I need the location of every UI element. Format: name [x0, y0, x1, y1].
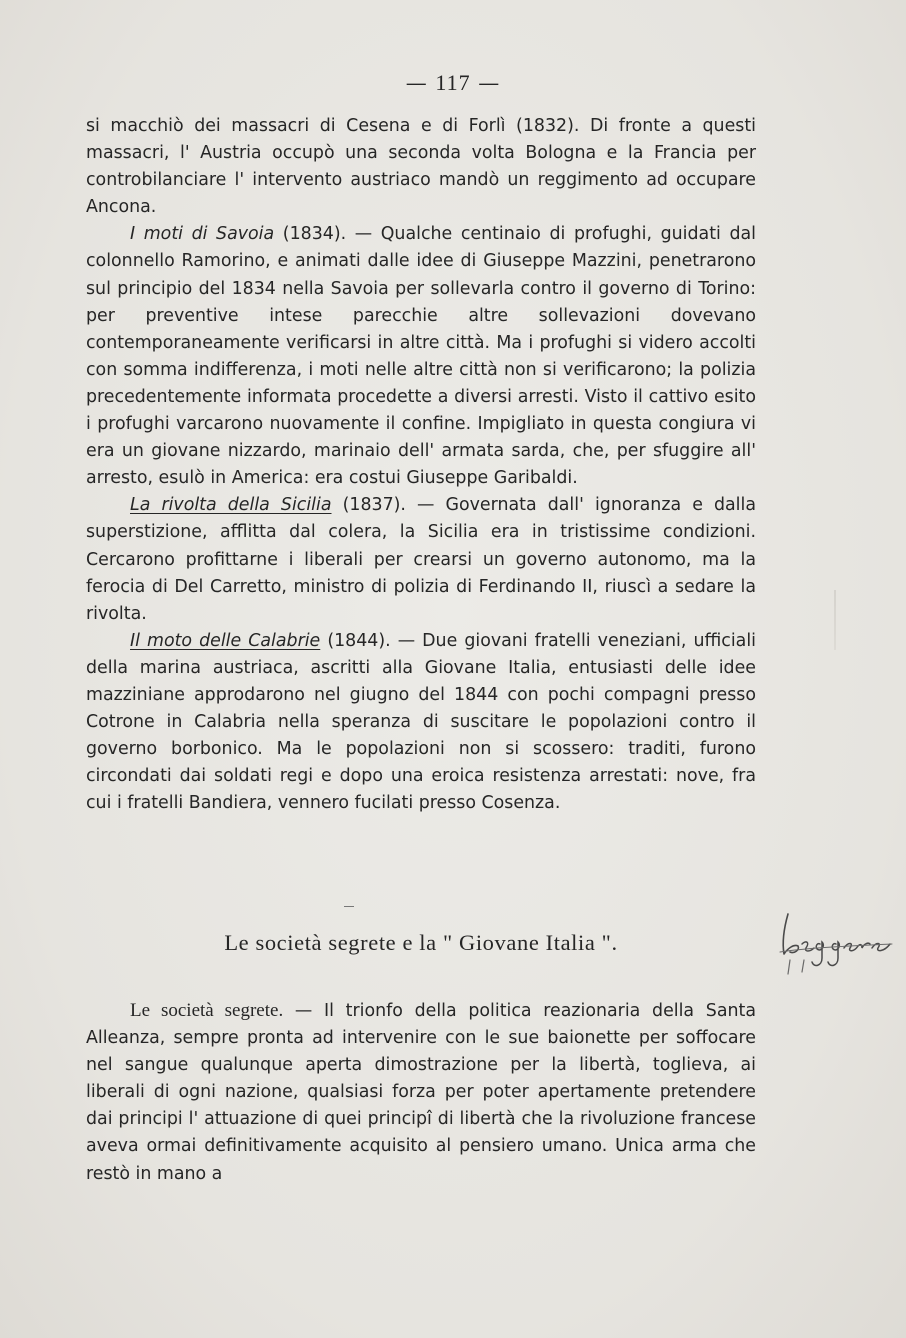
handwriting-leggere-icon [776, 908, 896, 978]
chapter-heading: Le società segrete e la " Giovane Italia ". [224, 930, 618, 955]
page-number-header [0, 70, 906, 96]
paper-mark [834, 590, 836, 650]
handwritten-margin-note [776, 908, 896, 978]
paragraph-savoia-text: (1834). — Qualche centinaio di profughi, guidati dal colonnello Ramorino, e animati dalle idee di Giuseppe Mazzini, penetrarono sul principio del 1834 nella Savoia per sollevarla contro il governo di Torino: per preventive intese parecchie altre sollevazioni dovevano contemporaneamente verificarsi in altre città. Ma i profughi si videro accolti con somma indifferenza, i moti nelle altre città non si verificarono; la polizia precedentemente informata procedette a diversi arresti. Visto il cattivo esito i profughi varcarono nuovamente il confine. Impigliato in questa congiura vi era un giovane nizzardo, marinaio dell' armata sarda, che, per sfuggire all' arresto, esulò in America: era costui Giuseppe Garibaldi. [86, 224, 756, 489]
section-divider [344, 906, 354, 907]
paragraph-calabrie [86, 628, 756, 818]
subheading-moti-savoia: I moti di Savoia [130, 224, 275, 245]
paragraph-societa-segrete [86, 997, 756, 1188]
folio-dash-left: — [405, 71, 428, 95]
paragraph-sicilia-text: (1837). — Governata dall' ignoranza e dalla superstizione, afflitta dal colera, la Sicilia era in tristissime condizioni. Cercarono profittarne i liberali per crearsi un governo autonomo, ma la ferocia di Del Carretto, ministro di polizia di Ferdinando II, riuscì a sedare la rivolta. [86, 495, 756, 624]
folio-dash-right: — [478, 71, 501, 95]
paragraph-massacres: si macchiò dei massacri di Cesena e di Forlì (1832). Di fronte a questi massacri, l' Austria occupò una seconda volta Bologna e la Francia per controbilanciare l' intervento austriaco mandò un reggimento ad occupare Ancona. [86, 116, 756, 218]
paragraph-calabrie-text: (1844). — Due giovani fratelli veneziani, ufficiali della marina austriaca, ascritti alla Giovane Italia, entusiasti delle idee mazziniane approdarono nel giugno del 1844 con pochi compagni presso Cotrone in Calabria nella speranza di suscitare le popolazioni contro il governo borbonico. Ma le popolazioni non si scossero: traditi, furono circondati dai soldati regi e dopo una eroica resistenza arrestati: nove, fra cui i fratelli Bandiera, vennero fucilati presso Cosenza. [86, 630, 756, 814]
subheading-moto-calabrie: Il moto delle Calabrie [130, 630, 321, 651]
paragraph-societa-segrete-text: — Il trionfo della politica reazionaria della Santa Alleanza, sempre pronta ad intervenire con le sue baionette per soffocare nel sangue qualunque aperta dimostrazione per la libertà, toglieva, ai liberali di ogni nazione, qualsiasi forza per poter apertamente pretendere dai principi l' attuazione di quei principî di libertà che la rivoluzione francese aveva ormai definitivamente acquisito al pensiero umano. Unica arma che restò in mano a [86, 1001, 756, 1184]
subheading-societa-segrete: Le società segrete. [130, 1000, 284, 1021]
paragraph-savoia [86, 221, 756, 492]
paragraph-sicilia [86, 492, 756, 627]
section-secret-societies [86, 997, 756, 1188]
section-uprisings [86, 113, 756, 817]
subheading-rivolta-sicilia: La rivolta della Sicilia [130, 495, 332, 516]
page-number: 117 [435, 70, 471, 95]
